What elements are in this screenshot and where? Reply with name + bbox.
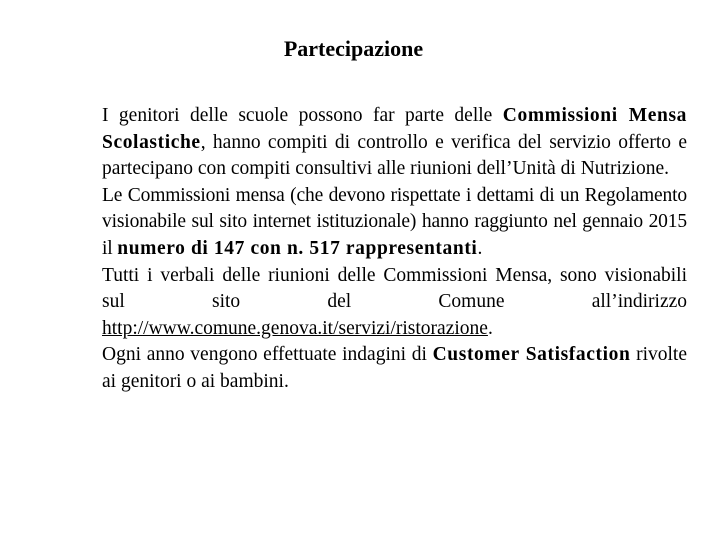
paragraph-text: Le Commissioni mensa (che devono rispettate i dettami di un Regolamento visionabile sul sito internet istituzionale) hanno raggiunto nel gennaio 2015 il [102, 184, 687, 259]
bold-text: Commissioni Mensa Scolastiche [102, 105, 688, 153]
bold-text: numero di 147 con n. 517 rappresentanti [117, 237, 478, 259]
paragraph-text: rivolte ai genitori o ai bambini. [102, 344, 687, 392]
paragraph-meeting-minutes [102, 263, 687, 343]
paragraph-commissions-role [102, 103, 687, 183]
paragraph-text: . [477, 237, 483, 259]
paragraph-text: Ogni anno vengono effettuate indagini di [102, 344, 433, 366]
paragraph-text: . [487, 317, 493, 339]
website-link[interactable]: http://www.comune.genova.it/servizi/ristorazione [102, 317, 488, 339]
slide-title: Partecipazione [283, 36, 424, 61]
paragraph-text: I genitori delle scuole possono far parte delle [102, 105, 503, 126]
paragraph-customer-satisfaction [102, 342, 687, 395]
paragraph-commissions-count [102, 183, 687, 263]
slide-body [102, 103, 687, 396]
bold-text: Customer Satisfaction [432, 344, 631, 366]
paragraph-text: Tutti i verbali delle riunioni delle Commissioni Mensa, sono visionabili sul sito del Comune all’indirizzo [102, 264, 687, 313]
paragraph-text: , hanno compiti di controllo e verifica del servizio offerto e partecipano con compiti consultivi alle riunioni dell’Unità di Nutrizione. [102, 131, 687, 180]
